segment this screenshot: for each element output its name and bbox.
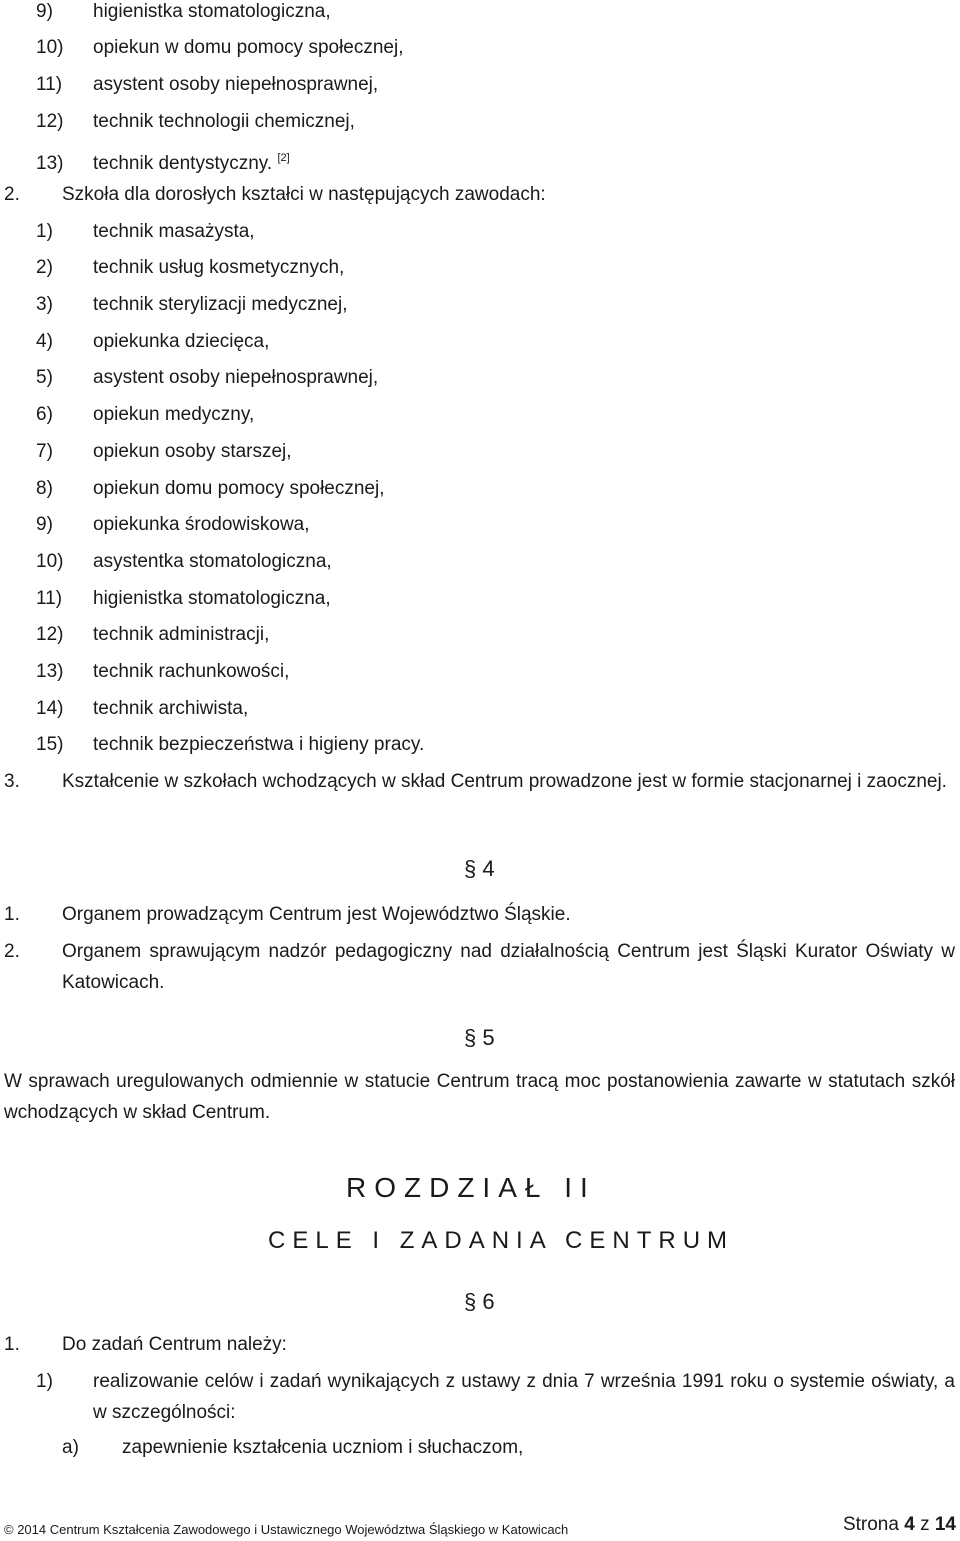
chapter-title: ROZDZIAŁ II (346, 1172, 596, 1203)
chapter-subtitle: CELE I ZADANIA CENTRUM (268, 1227, 735, 1254)
list-item: 7) opiekun osoby starszej, (36, 441, 292, 462)
list-item: 10) opiekun w domu pomocy społecznej, (36, 37, 404, 58)
section-5-text: W sprawach uregulowanych odmiennie w statucie Centrum tracą moc postanowienia zawarte w statutach szkół wchodzących w skład Centrum. (4, 1071, 955, 1123)
list-item: 13) technik rachunkowości, (36, 661, 290, 682)
list-item: 10) asystentka stomatologiczna, (36, 551, 332, 572)
section-6-item-1-text: realizowanie celów i zadań wynikających z ustawy z dnia 7 września 1991 roku o systemie oświaty, a w szczególności: (93, 1371, 955, 1423)
section-4-point-1: 1. Organem prowadzącym Centrum jest Województwo Śląskie. (4, 904, 571, 925)
list-item: 5) asystent osoby niepełnosprawnej, (36, 367, 379, 388)
list-item: 6) opiekun medyczny, (36, 404, 255, 425)
list-item: 9) higienistka stomatologiczna, (36, 1, 331, 22)
list-item: 11) asystent osoby niepełnosprawnej, (36, 74, 379, 95)
list-item: 13) technik dentystyczny. [2] (36, 152, 290, 174)
footnote-ref[interactable]: [2] (277, 152, 290, 164)
list-item: 14) technik archiwista, (36, 698, 249, 719)
section-heading-4: § 4 (464, 856, 495, 881)
section-6-item-1-number: 1) (36, 1371, 53, 1392)
page-number: Strona 4 z 14 (842, 1514, 956, 1535)
paragraph-3-number: 3. (4, 771, 20, 792)
section-6-point-1: 1. Do zadań Centrum należy: (4, 1334, 287, 1355)
page-footer (4, 1514, 956, 1540)
list-item: 4) opiekunka dziecięca, (36, 331, 270, 352)
footer-copyright: © 2014 Centrum Kształcenia Zawodowego i Ustawicznego Województwa Śląskiego w Katowicach (4, 1522, 569, 1537)
section-heading-5: § 5 (464, 1025, 495, 1050)
list-item: 9) opiekunka środowiskowa, (36, 514, 310, 535)
list-item: 3) technik sterylizacji medycznej, (36, 294, 348, 315)
list-item: 12) technik administracji, (36, 624, 270, 645)
paragraph-3-text: Kształcenie w szkołach wchodzących w skład Centrum prowadzone jest w formie stacjonarnej i zaocznej. (62, 771, 947, 792)
section-4-point-2-text: Organem sprawującym nadzór pedagogiczny nad działalnością Centrum jest Śląski Kurator Oświaty w Katowicach. (62, 941, 955, 993)
list-item: 12) technik technologii chemicznej, (36, 111, 355, 132)
list-item: 15) technik bezpieczeństwa i higieny pracy. (36, 734, 425, 755)
list-item: 1) technik masażysta, (36, 221, 255, 242)
paragraph-2: 2. Szkoła dla dorosłych kształci w następujących zawodach: (4, 184, 546, 205)
list-item: 11) higienistka stomatologiczna, (36, 588, 331, 609)
section-heading-6: § 6 (464, 1289, 495, 1314)
section-6-item-a: a) zapewnienie kształcenia uczniom i słuchaczom, (62, 1437, 524, 1458)
section-4-point-2-number: 2. (4, 941, 20, 962)
list-item: 2) technik usług kosmetycznych, (36, 257, 345, 278)
list-item: 8) opiekun domu pomocy społecznej, (36, 478, 385, 499)
